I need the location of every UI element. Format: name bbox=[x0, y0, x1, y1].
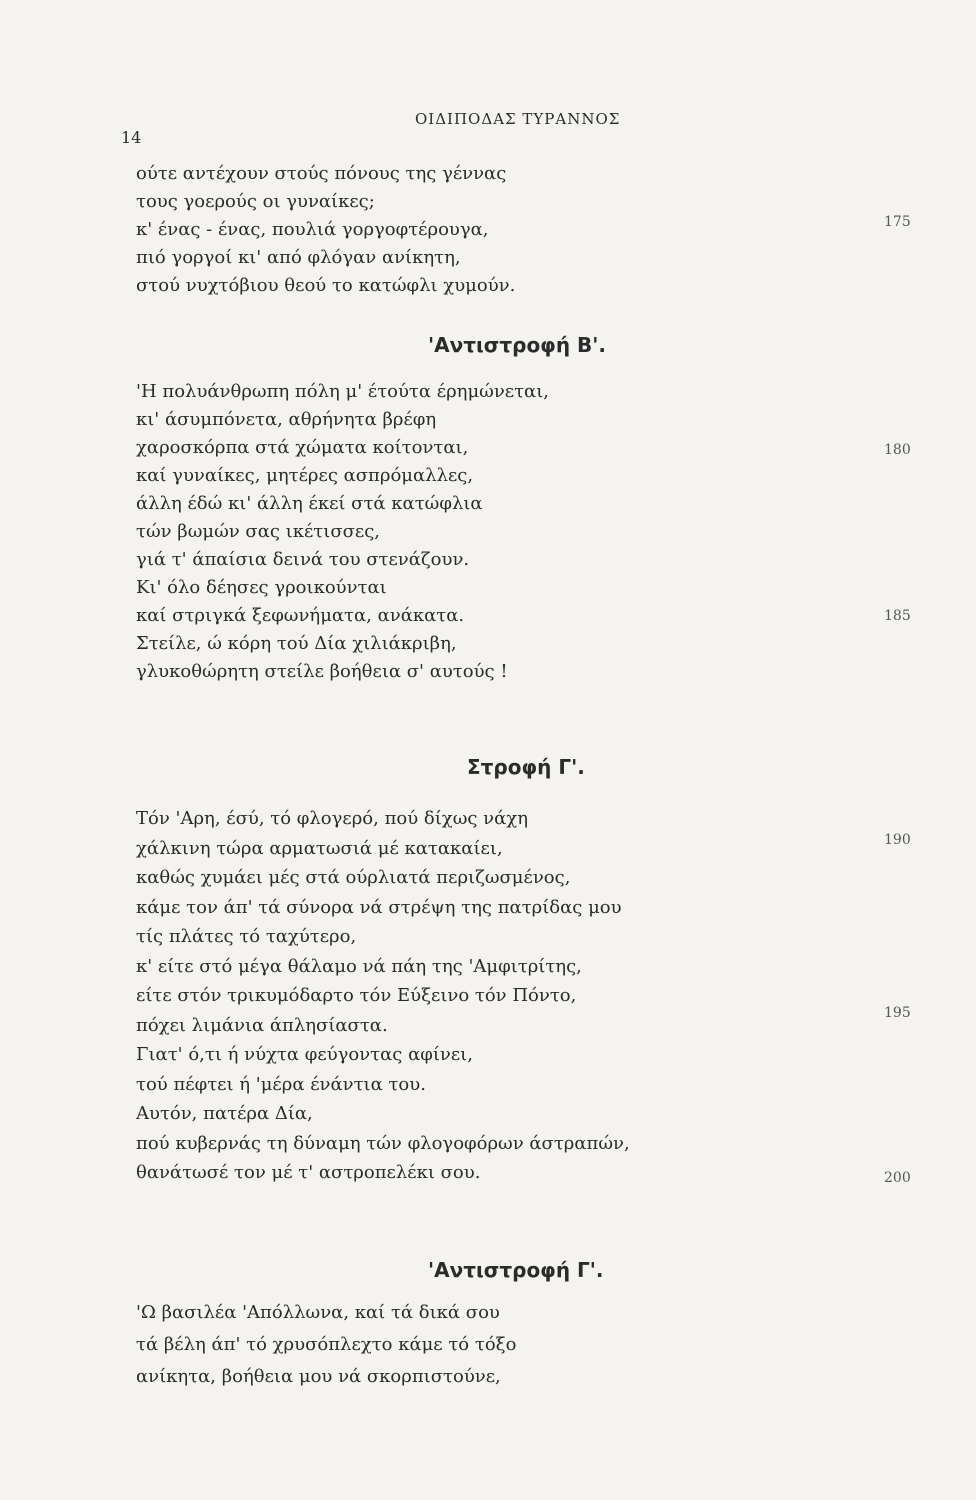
verse-line: είτε στόν τρικυμόδαρτο τόν Εύξεινο τόν Πόντο, bbox=[136, 985, 577, 1006]
line-number: 180 bbox=[884, 442, 911, 458]
verse-line: Γιατ' ό,τι ή νύχτα φεύγοντας αφίνει, bbox=[136, 1044, 473, 1065]
verse-line: 'Η πολυάνθρωπη πόλη μ' έτούτα έρημώνεται, bbox=[136, 381, 549, 402]
section-heading: 'Αντιστροφή Γ'. bbox=[428, 1258, 604, 1282]
verse-line: τους γοερούς οι γυναίκες; bbox=[136, 191, 375, 212]
running-head: ΟΙΔΙΠΟΔΑΣ ΤΥΡΑΝΝΟΣ bbox=[415, 110, 621, 128]
verse-line: κ' είτε στό μέγα θάλαμο νά πάη της 'Αμφιτρίτης, bbox=[136, 955, 582, 977]
verse-stanza bbox=[136, 1297, 516, 1393]
page-number: 14 bbox=[121, 128, 142, 147]
verse-line: τά βέλη άπ' τό χρυσόπλεχτο κάμε τό τόξο bbox=[136, 1334, 517, 1355]
verse-line: γιά τ' άπαίσια δεινά του στενάζουν. bbox=[136, 549, 470, 570]
line-number: 200 bbox=[884, 1170, 911, 1186]
verse-line: κι' άσυμπόνετα, αθρήνητα βρέφη bbox=[136, 409, 437, 430]
verse-line: ούτε αντέχουν στούς πόνους της γέννας bbox=[136, 163, 507, 184]
verse-line: πού κυβερνάς τη δύναμη τών φλογοφόρων άστραπών, bbox=[136, 1132, 630, 1154]
verse-line: πόχει λιμάνια άπλησίαστα. bbox=[136, 1014, 388, 1036]
verse-line: τίς πλάτες τό ταχύτερο, bbox=[136, 926, 357, 947]
verse-line: Αυτόν, πατέρα Δία, bbox=[136, 1103, 313, 1124]
verse-line: τού πέφτει ή 'μέρα ένάντια του. bbox=[136, 1073, 426, 1095]
verse-line: χάλκινη τώρα αρματωσιά μέ κατακαίει, bbox=[136, 837, 503, 859]
verse-line: γλυκοθώρητη στείλε βοήθεια σ' αυτούς ! bbox=[136, 661, 508, 682]
verse-line: στού νυχτόβιου θεού το κατώφλι χυμούν. bbox=[136, 275, 516, 296]
verse-line: τών βωμών σας ικέτισσες, bbox=[136, 521, 381, 542]
verse-line: Κι' όλο δέησες γροικούνται bbox=[136, 577, 387, 598]
verse-line: 'Ω βασιλέα 'Απόλλωνα, καί τά δικά σου bbox=[136, 1302, 500, 1323]
line-number: 175 bbox=[884, 214, 911, 230]
verse-line: θανάτωσέ τον μέ τ' αστροπελέκι σου. bbox=[136, 1162, 481, 1183]
line-number: 190 bbox=[884, 832, 911, 848]
section-heading: 'Αντιστροφή Β'. bbox=[428, 333, 606, 357]
line-number: 195 bbox=[884, 1005, 911, 1021]
verse-line: κ' ένας - ένας, πουλιά γοργοφτέρουγα, bbox=[136, 219, 489, 240]
verse-stanza bbox=[136, 160, 515, 300]
verse-line: καί γυναίκες, μητέρες ασπρόμαλλες, bbox=[136, 465, 474, 486]
verse-line: καί στριγκά ξεφωνήματα, ανάκατα. bbox=[136, 605, 465, 626]
section-heading: Στροφή Γ'. bbox=[467, 755, 585, 779]
verse-line: χαροσκόρπα στά χώματα κοίτονται, bbox=[136, 437, 469, 458]
verse-line: πιό γοργοί κι' από φλόγαν ανίκητη, bbox=[136, 247, 461, 268]
verse-line: Τόν 'Αρη, έσύ, τό φλογερό, πού δίχως νάχη bbox=[136, 808, 528, 829]
verse-stanza bbox=[136, 804, 630, 1188]
verse-line: κάμε τον άπ' τά σύνορα νά στρέψη της πατρίδας μου bbox=[136, 896, 622, 918]
verse-stanza bbox=[136, 378, 549, 686]
verse-line: ανίκητα, βοήθεια μου νά σκορπιστούνε, bbox=[136, 1366, 501, 1387]
verse-line: άλλη έδώ κι' άλλη έκεί στά κατώφλια bbox=[136, 493, 483, 514]
verse-line: Στείλε, ώ κόρη τού Δία χιλιάκριβη, bbox=[136, 633, 457, 654]
verse-line: καθώς χυμάει μές στά ούρλιατά περιζωσμένος, bbox=[136, 867, 571, 888]
line-number: 185 bbox=[884, 608, 911, 624]
